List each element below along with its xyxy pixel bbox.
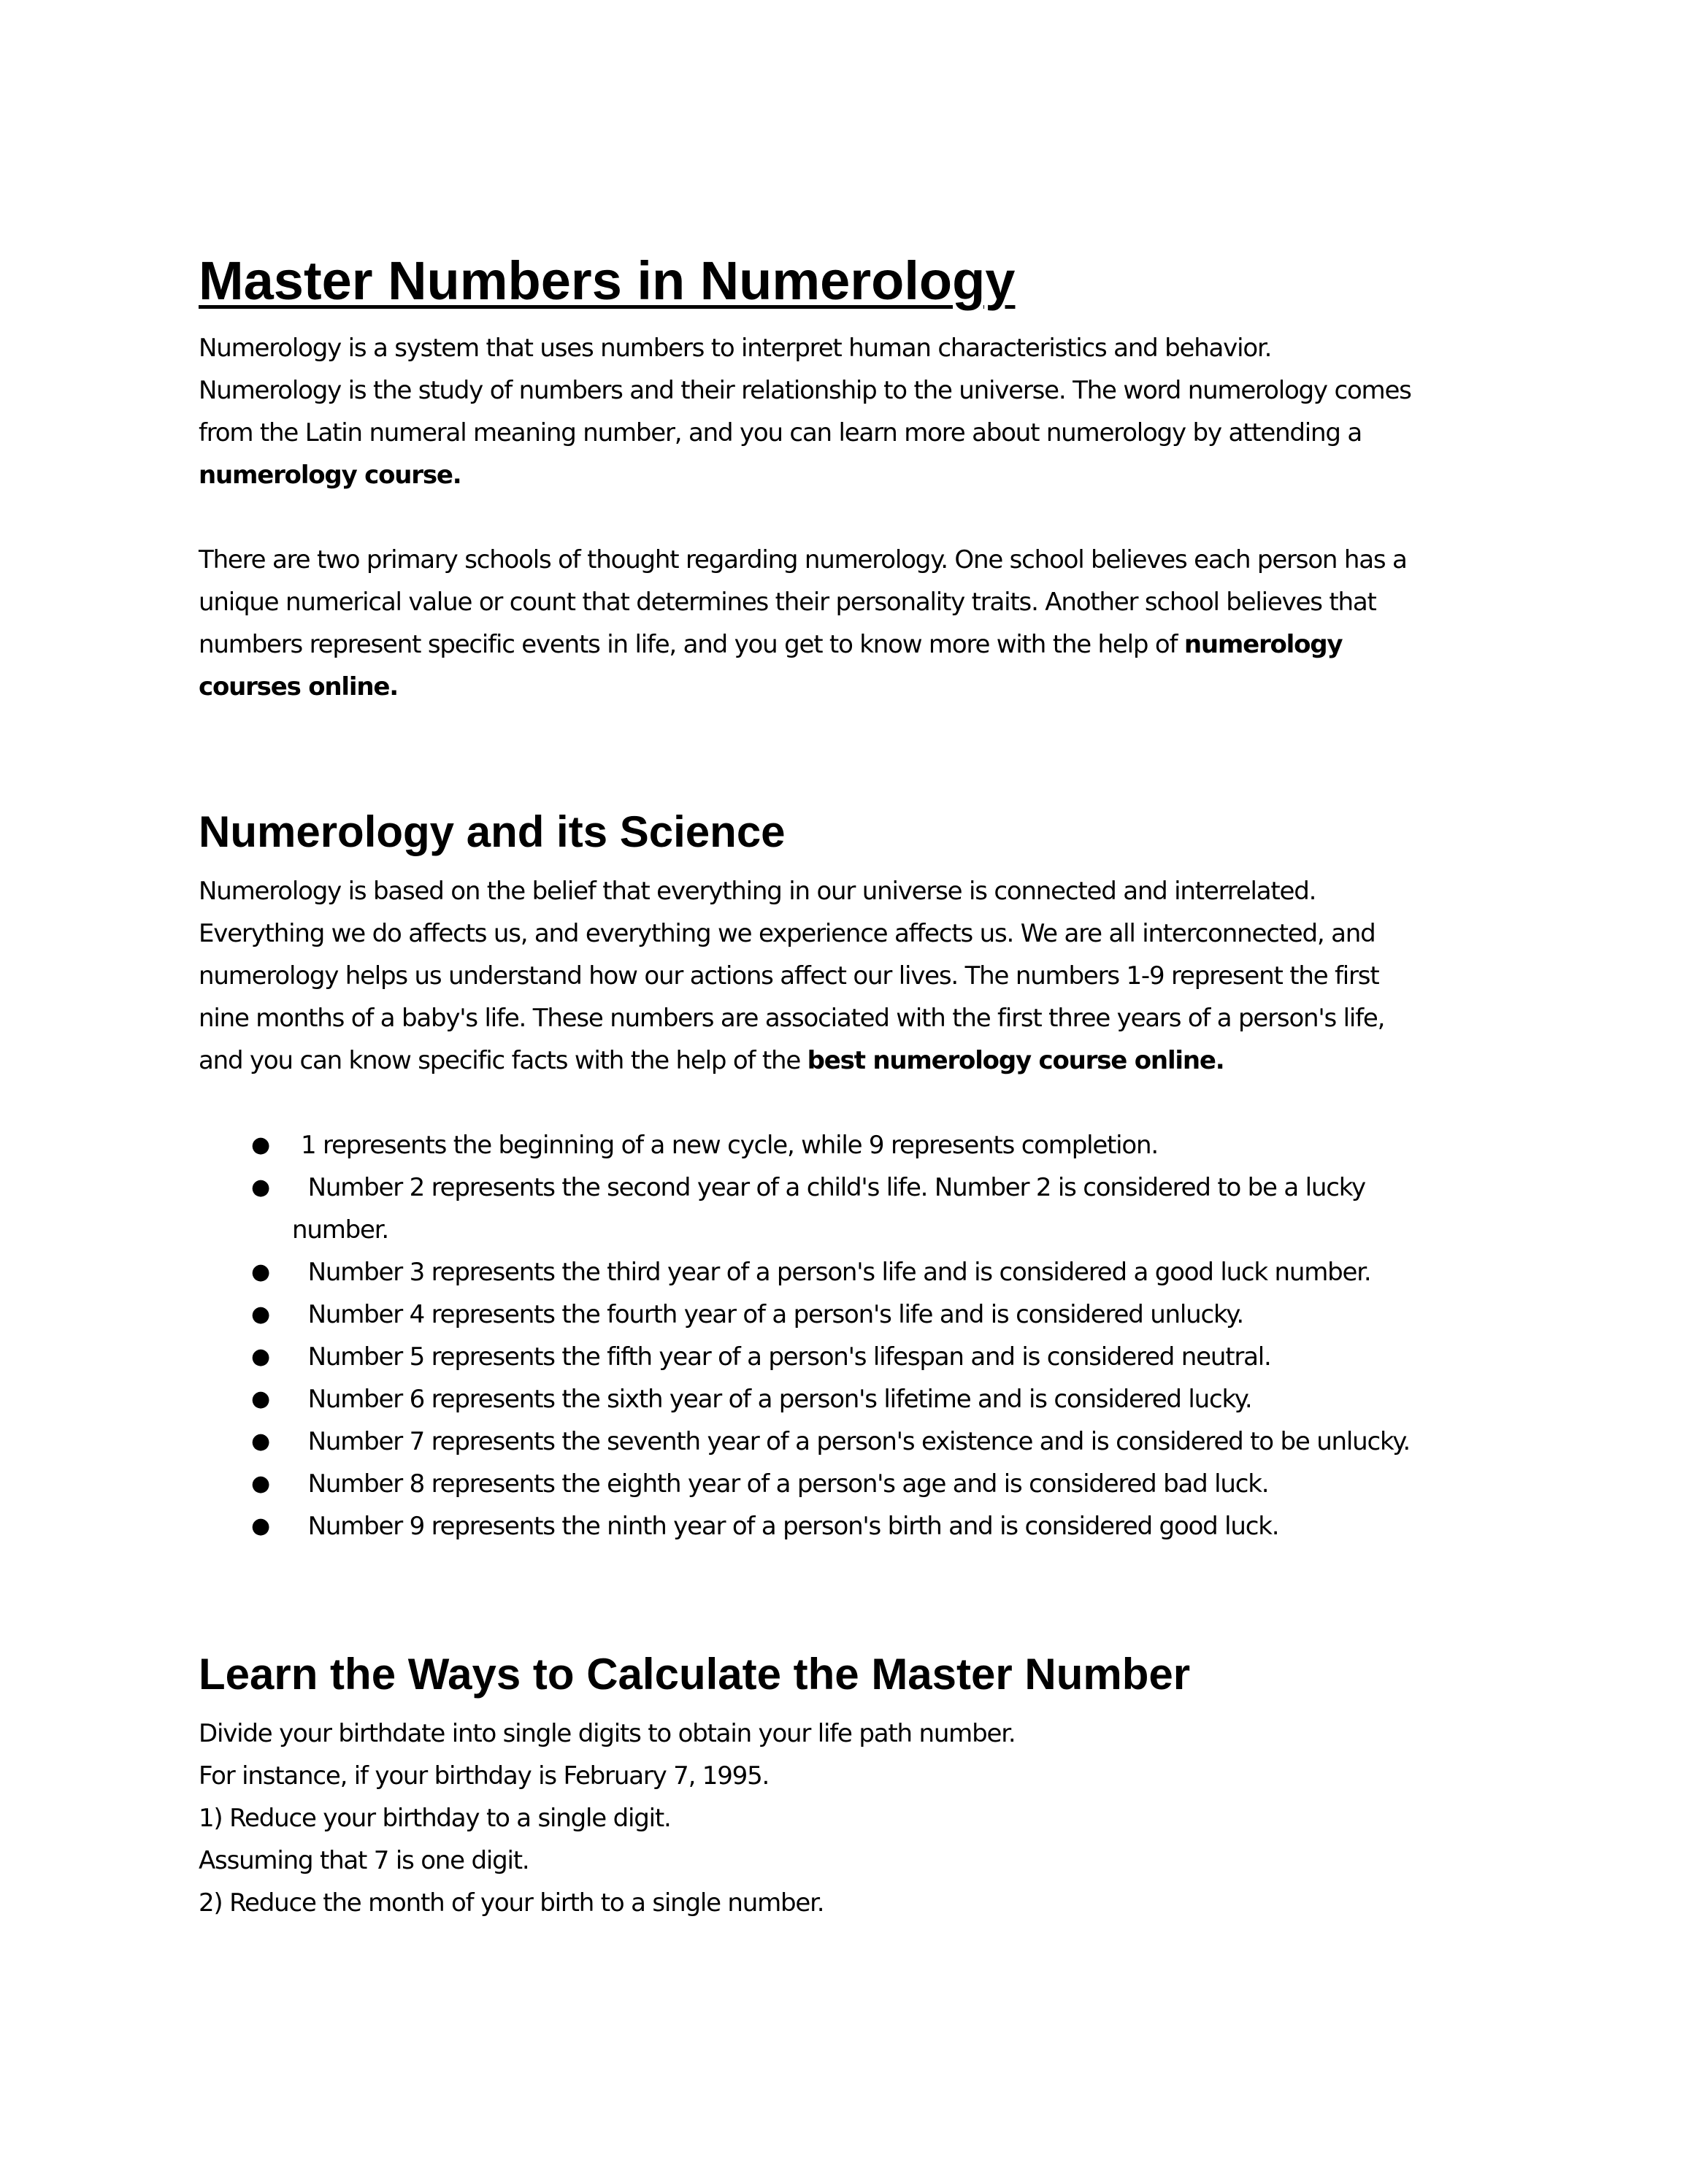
- text-line: 1) Reduce your birthday to a single digit.: [199, 1804, 671, 1833]
- text-line: nine months of a baby's life. These numbers are associated with the first three years of a person's life,: [199, 1004, 1385, 1033]
- bullet-icon: ●: [251, 1259, 269, 1285]
- text-line: unique numerical value or count that determines their personality traits. Another school believes that: [199, 588, 1376, 617]
- bullet-icon: ●: [251, 1513, 269, 1539]
- text-line: from the Latin numeral meaning number, and you can learn more about numerology by attending a: [199, 418, 1362, 447]
- text-line: There are two primary schools of thought regarding numerology. One school believes each person has a: [199, 545, 1407, 574]
- bullet-icon: ●: [251, 1132, 269, 1158]
- bold-keyword: courses online.: [199, 672, 398, 701]
- list-item-text: Number 6 represents the sixth year of a person's lifetime and is considered lucky.: [301, 1385, 1252, 1414]
- bold-keyword: numerology course.: [199, 461, 461, 490]
- text-line: For instance, if your birthday is February 7, 1995.: [199, 1761, 770, 1791]
- list-item-text: Number 4 represents the fourth year of a person's life and is considered unlucky.: [301, 1300, 1243, 1329]
- list-item-text: Number 2 represents the second year of a child's life. Number 2 is considered to be a lucky: [301, 1173, 1365, 1202]
- list-item: [199, 1124, 1498, 1166]
- science-paragraph: [199, 870, 1498, 1082]
- text-line: Everything we do affects us, and everything we experience affects us. We are all interconnected, and: [199, 919, 1376, 948]
- list-item: [199, 1166, 1498, 1251]
- text-line: Assuming that 7 is one digit.: [199, 1846, 529, 1875]
- text-line: Numerology is the study of numbers and their relationship to the universe. The word numerology comes: [199, 376, 1411, 405]
- list-item: [199, 1336, 1498, 1378]
- text-run: and you can know specific facts with the help of the: [199, 1046, 807, 1075]
- text-line: [199, 666, 1498, 708]
- bold-keyword: numerology: [1183, 630, 1343, 659]
- text-line: Divide your birthdate into single digits to obtain your life path number.: [199, 1719, 1016, 1748]
- bullet-icon: ●: [251, 1386, 269, 1412]
- text-line: [199, 1039, 1498, 1082]
- text-line: Numerology is a system that uses numbers to interpret human characteristics and behavior.: [199, 334, 1272, 363]
- list-item-text: Number 9 represents the ninth year of a person's birth and is considered good luck.: [301, 1512, 1279, 1541]
- list-item: [199, 1463, 1498, 1505]
- section-heading-science: Numerology and its Science: [199, 807, 786, 856]
- list-item-text: Number 7 represents the seventh year of a person's existence and is considered to be unlucky.: [301, 1427, 1410, 1456]
- text-line: 2) Reduce the month of your birth to a single number.: [199, 1888, 824, 1918]
- list-item: [199, 1251, 1498, 1293]
- list-item: [199, 1505, 1498, 1547]
- text-run: numbers represent specific events in life, and you get to know more with the help of: [199, 630, 1184, 659]
- page-title: Master Numbers in Numerology: [199, 250, 1016, 311]
- list-item-text: 1 represents the beginning of a new cycle, while 9 represents completion.: [301, 1131, 1158, 1160]
- text-line: Numerology is based on the belief that everything in our universe is connected and interrelated.: [199, 877, 1316, 906]
- list-item-text: Number 8 represents the eighth year of a person's age and is considered bad luck.: [301, 1469, 1269, 1499]
- document-page: [199, 248, 1498, 1924]
- bullet-icon: ●: [251, 1174, 269, 1200]
- list-item-continuation: number.: [292, 1215, 388, 1245]
- bold-keyword: best numerology course online.: [807, 1046, 1224, 1075]
- intro-paragraph-1: [199, 327, 1498, 496]
- section-heading-calculate: Learn the Ways to Calculate the Master Number: [199, 1650, 1191, 1699]
- list-item: [199, 1378, 1498, 1420]
- list-item-text: Number 3 represents the third year of a person's life and is considered a good luck number.: [301, 1258, 1371, 1287]
- text-line: [199, 454, 1498, 496]
- calculate-paragraph: [199, 1712, 1498, 1924]
- list-item: [199, 1420, 1498, 1463]
- number-meanings-list: [199, 1124, 1498, 1547]
- list-item-text: Number 5 represents the fifth year of a person's lifespan and is considered neutral.: [301, 1342, 1271, 1372]
- bullet-icon: ●: [251, 1344, 269, 1369]
- bullet-icon: ●: [251, 1301, 269, 1327]
- intro-paragraph-2: [199, 539, 1498, 708]
- bullet-icon: ●: [251, 1471, 269, 1496]
- bullet-icon: ●: [251, 1429, 269, 1454]
- list-item: [199, 1293, 1498, 1336]
- text-line: [199, 623, 1498, 666]
- text-line: numerology helps us understand how our actions affect our lives. The numbers 1-9 represent the first: [199, 961, 1379, 991]
